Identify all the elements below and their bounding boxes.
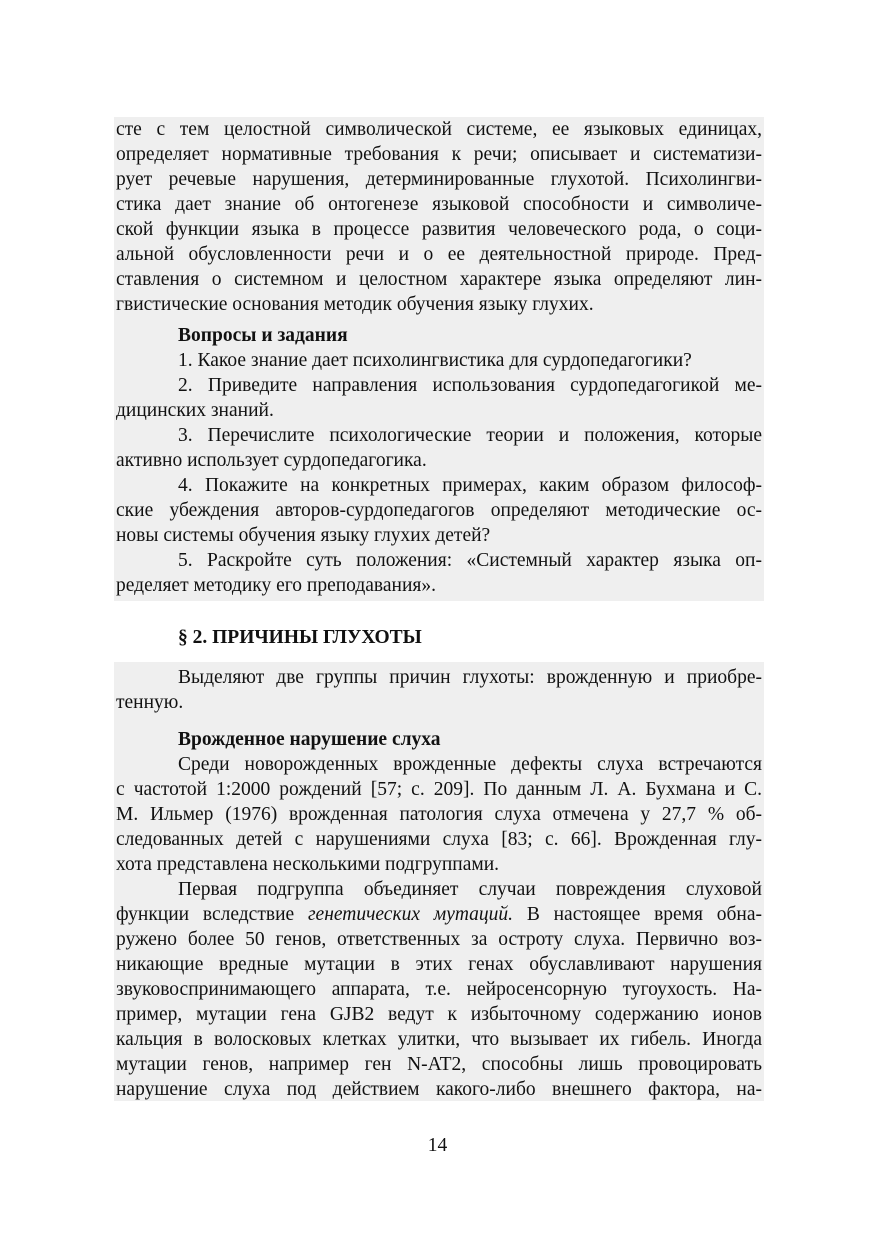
text-line: сте с тем целостной символической системе, ее языковых единицах, (116, 119, 762, 140)
text-line: мутации генов, например ген N-AT2, способны лишь провоцировать (116, 1054, 762, 1075)
text-line: Среди новорожденных врожденные дефекты слуха встречаются (178, 754, 762, 775)
text-line: активно использует сурдопедагогика. (116, 450, 427, 471)
text-line: нарушение слуха под действием какого-либо внешнего фактора, на- (116, 1079, 762, 1100)
text-line: 4. Покажите на конкретных примерах, каким образом философ- (178, 475, 762, 496)
text-line: 1. Какое знание дает психолингвистика для сурдопедагогики? (178, 350, 692, 371)
section-heading: § 2. ПРИЧИНЫ ГЛУХОТЫ (178, 627, 422, 648)
paragraph (116, 548, 762, 598)
text-line: Первая подгруппа объединяет случаи повреждения слуховой (178, 879, 762, 900)
text-line: новы системы обучения языку глухих детей? (116, 525, 491, 546)
text-line: дицинских знаний. (116, 400, 274, 421)
text-line: пример, мутации гена GJB2 ведут к избыточному содержанию ионов (116, 1004, 762, 1025)
text-line: ределяет методику его преподавания». (116, 575, 437, 596)
text-block-causes-of-deafness (116, 665, 762, 1102)
text-line: 5. Раскройте суть положения: «Системный характер языка оп- (178, 550, 762, 571)
subheading (116, 323, 762, 348)
text-line: альной обусловленности речи и о ее деятельностной природе. Пред- (116, 244, 762, 265)
text-line: ской функции языка в процессе развития человеческого рода, о соци- (116, 219, 762, 240)
text-line: ставления о системном и целостном характере языка определяют лин- (116, 269, 762, 290)
paragraph (116, 117, 762, 317)
subheading-text: Врожденное нарушение слуха (178, 729, 441, 750)
text-line: ские убеждения авторов-сурдопедагогов определяют методические ос- (116, 500, 762, 521)
text-line: 2. Приведите направления использования сурдопедагогикой ме- (178, 375, 762, 396)
text-line: гвистические основания методик обучения языку глухих. (116, 294, 594, 315)
text-segment: функции вследствие (116, 904, 308, 925)
text-line: хота представлена несколькими подгруппами. (116, 854, 500, 875)
text-line: кальция в волосковых клетках улитки, что вызывает их гибель. Иногда (116, 1029, 762, 1050)
text-line: определяет нормативные требования к речи; описывает и систематизи- (116, 144, 762, 165)
paragraph (116, 423, 762, 473)
paragraph (116, 373, 762, 423)
text-line: Выделяют две группы причин глухоты: врожденную и приобре- (178, 667, 762, 688)
paragraph (116, 877, 762, 1102)
text-line: тенную. (116, 692, 184, 713)
text-block-intro-and-questions (116, 117, 762, 598)
text-line: следованных детей с нарушениями слуха [83; с. 66]. Врожденная глу- (116, 829, 762, 850)
text-line: 3. Перечислите психологические теории и положения, которые (178, 425, 762, 446)
text-line: ружено более 50 генов, ответственных за остроту слуха. Первично воз- (116, 929, 762, 950)
italic-term: генетических мутаций. (307, 904, 514, 925)
subheading-text: Вопросы и задания (178, 325, 348, 346)
paragraph (116, 348, 762, 373)
text-line: никающие вредные мутации в этих генах обуславливают нарушения (116, 954, 762, 975)
text-line: с частотой 1:2000 рождений [57; с. 209]. По данным Л. А. Бухмана и С. (116, 779, 762, 800)
paragraph (116, 665, 762, 715)
text-line: стика дает знание об онтогенезе языковой способности и символиче- (116, 194, 762, 215)
text-line (116, 902, 762, 927)
text-segment: В настоящее время обна- (513, 904, 763, 925)
paragraph (116, 473, 762, 548)
paragraph (116, 752, 762, 877)
text-line: звуковоспринимающего аппарата, т.е. нейросенсорную тугоухость. На- (116, 979, 762, 1000)
text-line: М. Ильмер (1976) врожденная патология слуха отмечена у 27,7 % об- (116, 804, 762, 825)
subheading (116, 727, 762, 752)
text-line: рует речевые нарушения, детерминированные глухотой. Психолингви- (116, 169, 762, 190)
page-number: 14 (427, 1135, 448, 1156)
